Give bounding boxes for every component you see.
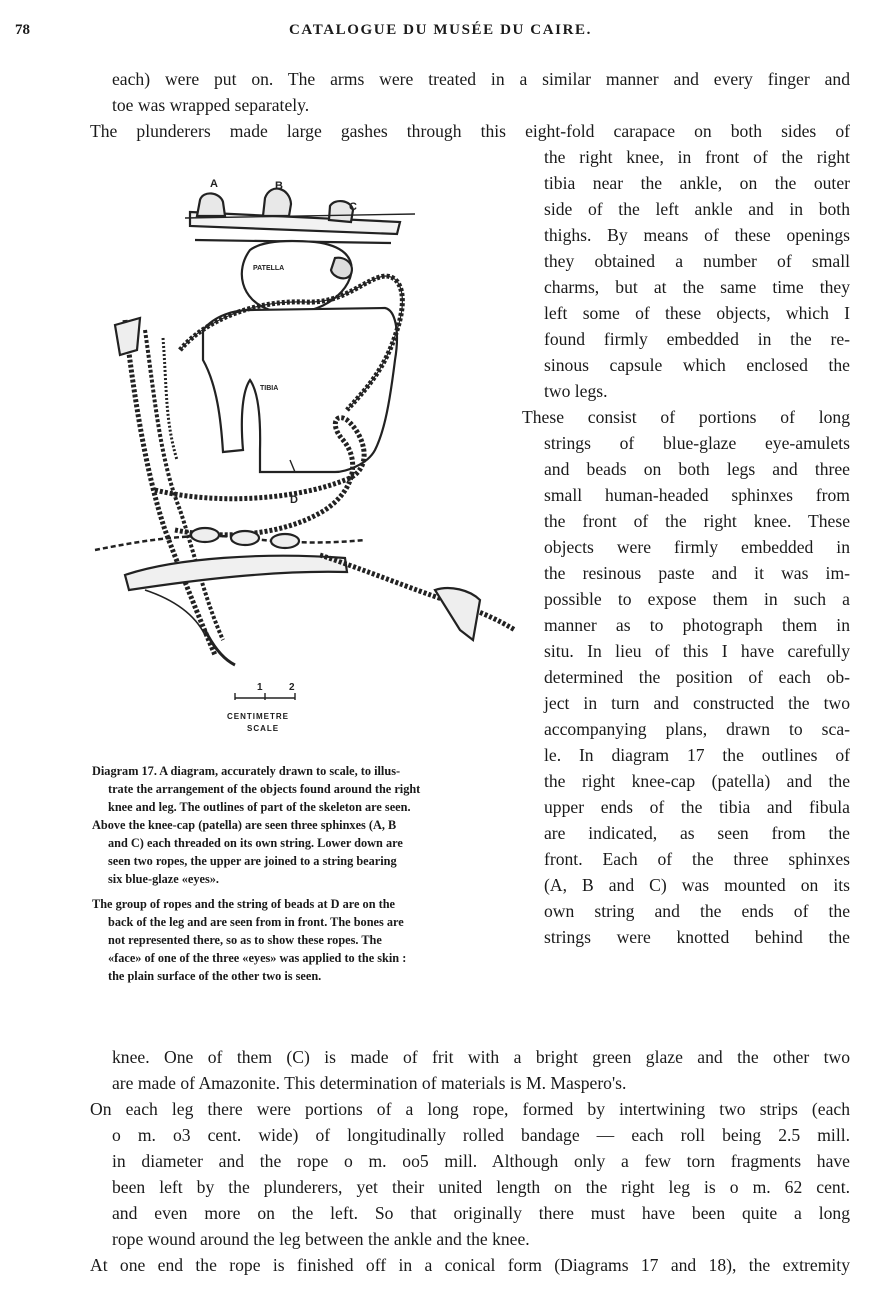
label-a: A [210, 178, 218, 190]
tibia-label: TIBIA [260, 385, 279, 392]
column-line: These consist of portions of long [522, 407, 850, 427]
body-line: o m. o3 cent. wide) of longitudinally rolled bandage — each roll being 2.5 mill. [112, 1125, 850, 1145]
column-line: thighs. By means of these openings [544, 225, 850, 245]
label-d: D [290, 494, 298, 506]
body-line: been left by the plunderers, yet their united length on the right leg is o m. 62 cent. [112, 1177, 850, 1197]
column-line: objects were firmly embedded in [544, 537, 850, 557]
column-line: situ. In lieu of this I have carefully [544, 641, 850, 661]
caption-line: the plain surface of the other two is seen. [108, 969, 322, 983]
scale-number-1: 1 [257, 682, 263, 693]
diagram-17-illustration [85, 160, 525, 755]
caption-line: six blue-glaze «eyes». [108, 872, 219, 886]
body-line: are made of Amazonite. This determination of materials is M. Maspero's. [112, 1073, 627, 1093]
caption-line: knee and leg. The outlines of part of the skeleton are seen. [108, 800, 411, 814]
scale-word-centimetre: CENTIMETRE [227, 712, 289, 721]
body-line: rope wound around the leg between the ankle and the knee. [112, 1229, 530, 1249]
body-line: each) were put on. The arms were treated in a similar manner and every finger and [112, 69, 850, 89]
caption-line: Above the knee-cap (patella) are seen three sphinxes (A, B [92, 818, 397, 832]
column-line: upper ends of the tibia and fibula [544, 797, 850, 817]
column-line: the right knee-cap (patella) and the [544, 771, 850, 791]
column-line: are indicated, as seen from the [544, 823, 850, 843]
column-line: left some of these objects, which I [544, 303, 850, 323]
column-line: (A, B and C) was mounted on its [544, 875, 850, 895]
body-line: knee. One of them (C) is made of frit with a bright green glaze and the other two [112, 1047, 850, 1067]
body-line: At one end the rope is finished off in a conical form (Diagrams 17 and 18), the extremity [90, 1255, 850, 1275]
running-title: CATALOGUE DU MUSÉE DU CAIRE. [288, 22, 592, 38]
column-line: manner as to photograph them in [544, 615, 850, 635]
caption-line: trate the arrangement of the objects found around the right [108, 782, 421, 796]
column-line: le. In diagram 17 the outlines of [544, 745, 850, 765]
column-line: the front of the right knee. These [544, 511, 850, 531]
column-line: found firmly embedded in the re- [544, 329, 850, 349]
caption-line: not represented there, so as to show these ropes. The [108, 933, 382, 947]
column-line: possible to expose them in such a [544, 589, 850, 609]
column-line: accompanying plans, drawn to sca- [544, 719, 850, 739]
body-line: The plunderers made large gashes through this eight-fold carapace on both sides of [90, 121, 850, 141]
column-line: sinous capsule which enclosed the [544, 355, 850, 375]
caption-line: back of the leg and are seen from in front. The bones are [108, 915, 404, 929]
body-line: in diameter and the rope o m. oo5 mill. Although only a few torn fragments have [112, 1151, 850, 1171]
column-line: determined the position of each ob- [544, 667, 850, 687]
caption-line: seen two ropes, the upper are joined to a string bearing [108, 854, 397, 868]
body-line: toe was wrapped separately. [112, 95, 310, 115]
column-line: ject in turn and constructed the two [544, 693, 850, 713]
body-line: and even more on the left. So that originally there must have been quite a long [112, 1203, 850, 1223]
caption-line: The group of ropes and the string of beads at D are on the [92, 897, 396, 911]
caption-line: Diagram 17. A diagram, accurately drawn to scale, to illus- [92, 764, 401, 778]
column-line: side of the left ankle and in both [544, 199, 850, 219]
label-b: B [275, 180, 283, 192]
column-line: they obtained a number of small [544, 251, 850, 271]
caption-line: and C) each threaded on its own string. Lower down are [108, 836, 403, 850]
scale-word-scale: SCALE [247, 724, 280, 733]
caption-line: «face» of one of the three «eyes» was applied to the skin : [108, 951, 407, 965]
column-line: the right knee, in front of the right [544, 147, 850, 167]
label-c: C [349, 201, 357, 213]
column-line: strings of blue-glaze eye-amulets [544, 433, 850, 453]
column-line: two legs. [544, 381, 608, 401]
column-line: the resinous paste and it was im- [544, 563, 850, 583]
column-line: own string and the ends of the [544, 901, 850, 921]
scale-number-2: 2 [289, 682, 295, 693]
body-line: On each leg there were portions of a long rope, formed by intertwining two strips (each [90, 1099, 850, 1119]
patella-label: PATELLA [253, 265, 285, 272]
column-line: front. Each of the three sphinxes [544, 849, 850, 869]
column-line: tibia near the ankle, on the outer [544, 173, 850, 193]
column-line: strings were knotted behind the [544, 927, 850, 947]
column-line: and beads on both legs and three [544, 459, 850, 479]
column-line: charms, but at the same time they [544, 277, 850, 297]
page-number: 78 [15, 22, 30, 38]
column-line: small human-headed sphinxes from [544, 485, 850, 505]
